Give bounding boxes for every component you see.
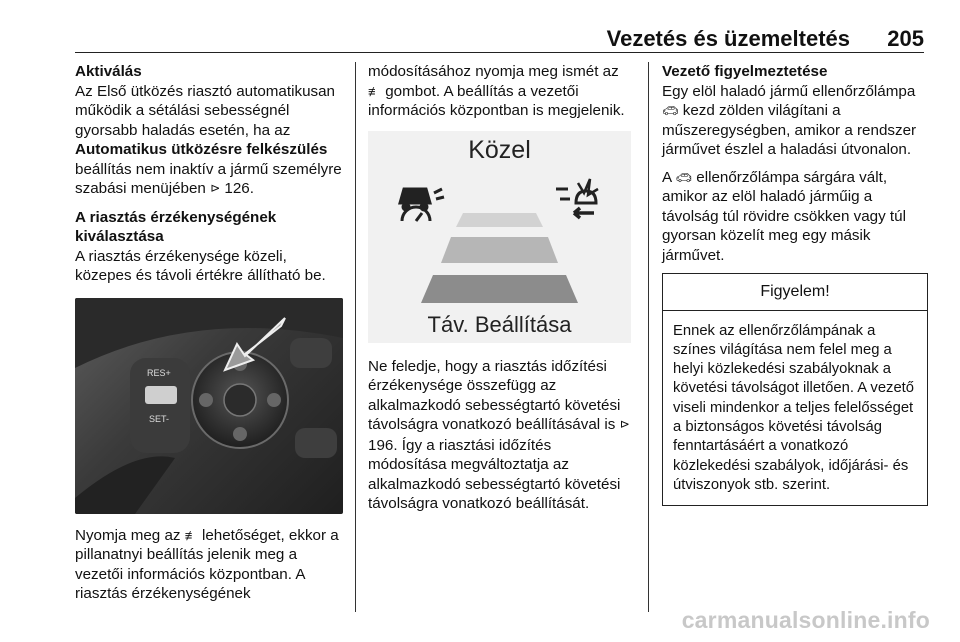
collision-warning-icon	[556, 179, 598, 218]
column-divider-2	[648, 62, 649, 612]
page-reference[interactable]: 196.	[368, 436, 398, 454]
watermark: carmanualsonline.info	[681, 607, 930, 633]
distance-button-icon: ≢	[368, 83, 381, 99]
page-header	[75, 20, 924, 53]
car-front-icon: 🚗︎	[662, 103, 679, 118]
driver-info-display	[368, 131, 631, 343]
column-3	[662, 62, 928, 506]
ref-arrow-icon: ⊳	[210, 181, 221, 195]
display-graphics	[368, 131, 631, 343]
section-title: Vezetés és üzemeltetés	[606, 26, 850, 51]
paragraph-green-light: Egy elöl haladó jármű ellenőrzőlámpa 🚗︎ kezd zölden világítani a műszeregységben, amikor a rendszer járművet észlel a haladási útvonalon.	[662, 82, 917, 158]
note-body: Ennek az ellenőrzőlámpának a színes világítása nem felel meg a helyi közlekedési szabályoknak a követési távolságot illetően. A vezető viseli mindenkor a teljes felelősséget a biztonságos követési távolság fenntartásáért a vonatkozó közlekedési szabályok, időjárási- és útviszonyok stb. szerint.	[673, 322, 915, 493]
set-label: SET-	[149, 413, 170, 424]
column-divider-1	[355, 62, 356, 612]
distance-bar-near	[456, 213, 543, 227]
ref-arrow-icon: ⊳	[619, 417, 630, 431]
display-near-label: Közel	[468, 135, 531, 164]
paragraph-modify: módosításához nyomja meg ismét az ≢ gombot. A beállítás a vezetői információs központban is megjelenik.	[368, 63, 625, 119]
paragraph-activation: Az Első ütközés riasztó automatikusan működik a sétálási sebességnél gyorsabb haladás esetén, ha az Automatikus ütközésre felkészülés beállítás nem inaktív a jármű személyre szabási menüjében ⊳ 126.	[75, 82, 342, 197]
steering-wheel-photo	[75, 298, 343, 514]
heading-driver-warning: Vezető figyelmeztetése	[662, 63, 828, 80]
paragraph-press-button: Nyomja meg az ≢ lehetőséget, ekkor a pillanatnyi beállítás jelenik meg a vezetői információs központban. A riasztás érzékenységének	[75, 526, 339, 602]
paragraph-yellow-light: A 🚗︎ ellenőrzőlámpa sárgára vált, amikor az elöl haladó járműig a távolság túl rövidre csökken vagy túl gyorsan közelít meg egy másik járművet.	[662, 168, 906, 264]
heading-sensitivity: A riasztás érzékenységének kiválasztása	[75, 208, 277, 245]
heading-activation: Aktiválás	[75, 63, 142, 80]
warning-note-box	[662, 273, 928, 506]
page-number: 205	[887, 26, 924, 51]
distance-bar-medium	[441, 237, 558, 263]
paragraph-sensitivity: A riasztás érzékenysége közeli, közepes és távoli értékre állítható be.	[75, 247, 326, 284]
display-distance-label: Táv. Beállítása	[427, 312, 572, 337]
page-reference[interactable]: 126.	[224, 180, 254, 197]
distance-button-icon: ≢	[184, 527, 198, 543]
column-2	[368, 62, 633, 522]
car-front-icon: 🚗︎	[675, 169, 693, 185]
distance-bar-far	[421, 275, 578, 303]
forward-collision-icon	[400, 189, 444, 221]
steering-wheel-controls-image	[75, 298, 343, 514]
paragraph-timing: Ne feledje, hogy a riasztás időzítési érzékenysége összefügg az alkalmazkodó sebességtartó követési távolságra vonatkozó beállításával is ⊳ 196. Így a riasztási időzítés módosítása megváltoztatja az alkalmazkodó sebességtartó követési távolságra vonatkozó beállítását.	[368, 357, 630, 512]
note-title: Figyelem!	[663, 274, 927, 311]
res-label: RES+	[147, 367, 171, 378]
column-1	[75, 62, 343, 612]
